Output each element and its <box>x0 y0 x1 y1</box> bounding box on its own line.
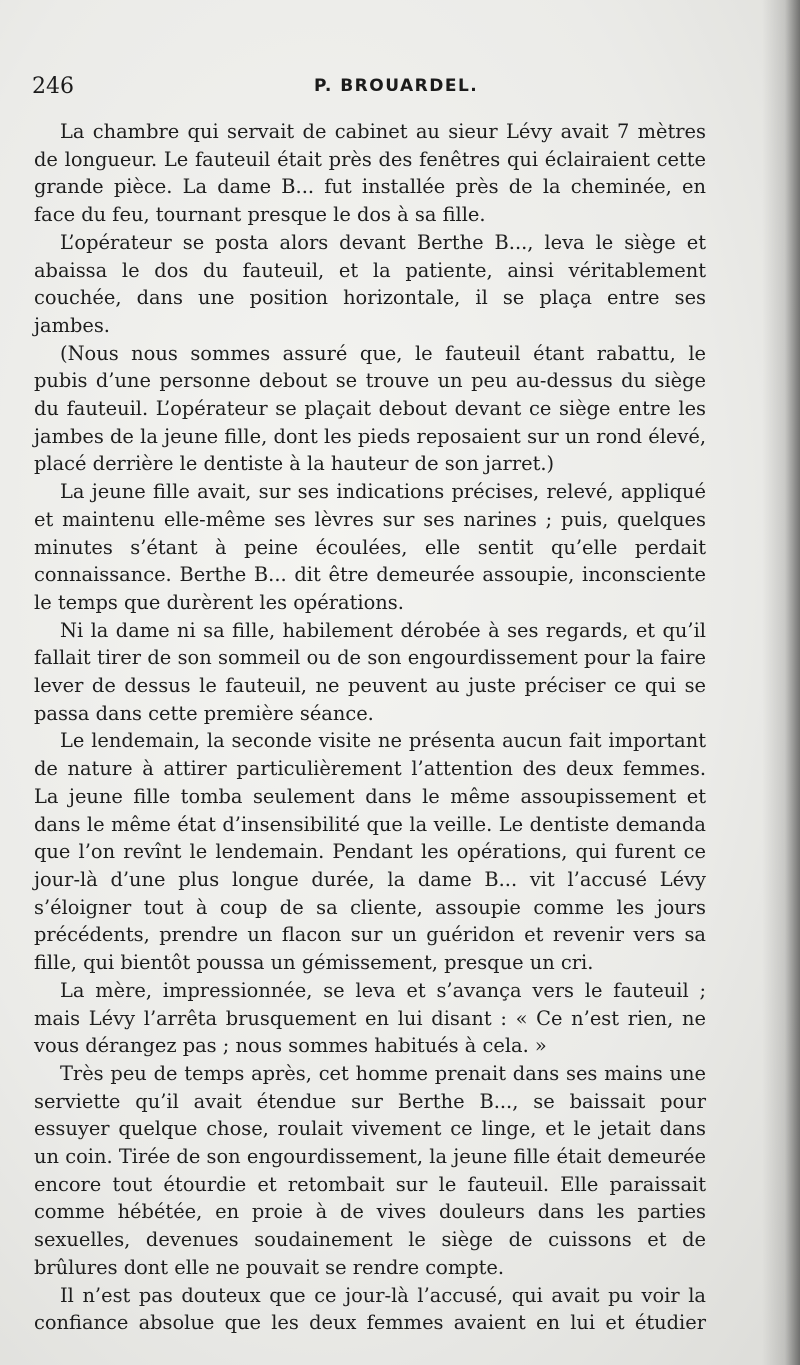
paragraph: La jeune fille avait, sur ses indications précises, relevé, appliqué et maintenu elle-même ses lèvres sur ses narines ; puis, quelques minutes s’étant à peine écoulées, elle sentit qu’elle perdait connaissance. Berthe B... dit être demeurée assoupie, inconsciente le temps que durèrent les opérations. <box>34 480 706 614</box>
page-header <box>32 74 772 104</box>
paragraph: Il n’est pas douteux que ce jour-là l’accusé, qui avait pu voir la confiance absolue que les deux femmes avaient en lui et étudier <box>34 1283 706 1335</box>
paragraph: L’opérateur se posta alors devant Berthe B..., leva le siège et abaissa le dos du fauteuil, et la patiente, ainsi véritablement couchée, dans une position horizontale, il se plaça entre ses jambes. <box>34 230 706 337</box>
page-number: 246 <box>32 74 74 99</box>
paragraph: Ni la dame ni sa fille, habilement dérobée à ses regards, et qu’il fallait tirer de son sommeil ou de son engourdissement pour la faire lever de dessus le fauteuil, ne peuvent au juste préciser ce qui se passa dans cette première séance. <box>34 618 706 725</box>
page-edge-shadow <box>762 0 800 1365</box>
body-text <box>34 118 706 1337</box>
running-head: P. BROUARDEL. <box>314 76 479 96</box>
paragraph: Le lendemain, la seconde visite ne présenta aucun fait important de nature à attirer particulièrement l’attention des deux femmes. La jeune fille tomba seulement dans le même assoupissement et dans le même état d’insensibilité que la veille. Le dentiste demanda que l’on revînt le lendemain. Pendant les opérations, qui furent ce jour-là d’une plus longue durée, la dame B... vit l’accusé Lévy s’éloigner tout à coup de sa cliente, assoupie comme les jours précédents, prendre un flacon sur un guéridon et revenir vers sa fille, qui bientôt poussa un gémissement, presque un cri. <box>34 729 706 975</box>
paragraph: Très peu de temps après, cet homme prenait dans ses mains une serviette qu’il avait étendue sur Berthe B..., se baissait pour essuyer quelque chose, roulait vivement ce linge, et le jetait dans un coin. Tirée de son engourdissement, la jeune fille était demeurée encore tout étourdie et retombait sur le fauteuil. Elle paraissait comme hébétée, en proie à de vives douleurs dans les parties sexuelles, devenues soudainement le siège de cuissons et de brûlures dont elle ne pouvait se rendre compte. <box>34 1061 706 1279</box>
paragraph: La chambre qui servait de cabinet au sieur Lévy avait 7 mètres de longueur. Le fauteuil était près des fenêtres qui éclairaient cette grande pièce. La dame B... fut installée près de la cheminée, en face du feu, tournant presque le dos à sa fille. <box>34 120 706 227</box>
paragraph: La mère, impressionnée, se leva et s’avança vers le fauteuil ; mais Lévy l’arrêta brusquement en lui disant : « Ce n’est rien, ne vous dérangez pas ; nous sommes habitués à cela. » <box>34 978 706 1058</box>
paragraph: (Nous nous sommes assuré que, le fauteuil étant rabattu, le pubis d’une personne debout se trouve un peu au-dessus du siège du fauteuil. L’opérateur se plaçait debout devant ce siège entre les jambes de la jeune fille, dont les pieds reposaient sur un rond élevé, placé derrière le dentiste à la hauteur de son jarret.) <box>34 341 706 476</box>
